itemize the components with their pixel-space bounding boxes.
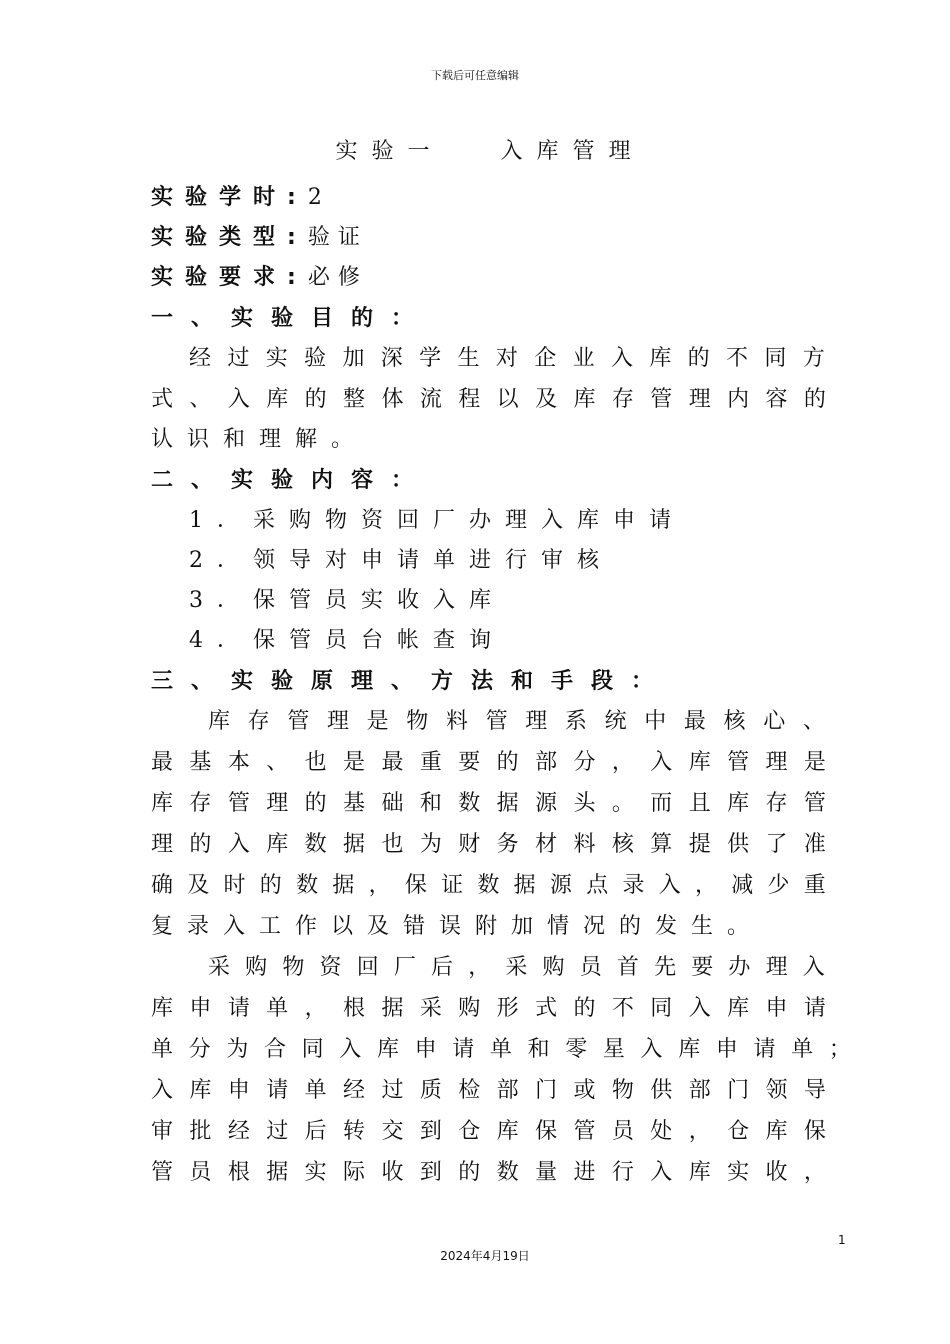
glyph: 进 (573, 1160, 596, 1185)
glyph: 入 (802, 955, 825, 980)
glyph: 库 (376, 1037, 399, 1062)
glyph: 根 (227, 1160, 250, 1185)
glyph: ， (688, 1119, 711, 1144)
glyph: 据 (266, 1160, 289, 1185)
glyph: 采 (419, 996, 442, 1021)
glyph: 到 (419, 1119, 442, 1144)
glyph: 、 (189, 387, 212, 412)
glyph: 证 (441, 873, 464, 898)
glyph: 深 (380, 346, 403, 371)
glyph: 请 (266, 1078, 289, 1103)
paragraph-line (151, 989, 826, 1029)
header-note: 下载后可任意编辑 (431, 69, 519, 82)
list-item: 2．领导对申请单进行审核 (189, 548, 613, 573)
glyph: 过 (381, 1078, 404, 1103)
glyph: 减 (731, 873, 754, 898)
glyph: 库 (678, 1037, 701, 1062)
glyph: 存 (247, 709, 270, 734)
glyph: 提 (688, 832, 711, 857)
glyph: ， (468, 955, 491, 980)
glyph: 采 (505, 955, 528, 980)
glyph: 同 (764, 346, 787, 371)
glyph: 库 (266, 387, 289, 412)
glyph: 购 (458, 996, 481, 1021)
glyph: 员 (189, 1160, 212, 1185)
section-heading-purpose: 一、实验目的： (151, 306, 432, 331)
glyph: 据 (513, 873, 536, 898)
glyph: 入 (688, 996, 711, 1021)
glyph: 采 (208, 955, 231, 980)
glyph: 处 (650, 1119, 673, 1144)
glyph: 存 (611, 387, 634, 412)
paragraph-line (151, 784, 826, 824)
glyph: 企 (534, 346, 557, 371)
glyph: 要 (691, 955, 714, 980)
glyph: 合 (263, 1037, 286, 1062)
glyph: 核 (611, 832, 634, 857)
meta-row-requirement (151, 258, 368, 298)
glyph: 不 (726, 346, 749, 371)
glyph: 体 (381, 387, 404, 412)
glyph: 料 (445, 709, 468, 734)
glyph: 以 (496, 387, 519, 412)
glyph: 财 (458, 832, 481, 857)
meta-label: 实验类型 (151, 225, 288, 250)
glyph: 库 (688, 750, 711, 775)
glyph: 据 (496, 791, 519, 816)
glyph: 础 (381, 791, 404, 816)
glyph: ， (611, 750, 634, 775)
glyph: 的 (496, 750, 519, 775)
glyph: 的 (803, 387, 826, 412)
paragraph-line (151, 825, 826, 865)
glyph: 库 (496, 1119, 519, 1144)
glyph: 入 (151, 1078, 174, 1103)
page-number: 1 (838, 1233, 846, 1247)
glyph: 据 (332, 873, 355, 898)
glyph: 要 (458, 750, 481, 775)
glyph: 实 (304, 1160, 327, 1185)
glyph: 也 (304, 750, 327, 775)
glyph: 务 (496, 832, 519, 857)
glyph: 员 (611, 1119, 634, 1144)
glyph: 数 (296, 873, 319, 898)
glyph: 经 (343, 1078, 366, 1103)
glyph: 导 (803, 1078, 826, 1103)
glyph: 部 (688, 1078, 711, 1103)
glyph: 经 (189, 346, 212, 371)
list-item: 4．保管员台帐查询 (189, 628, 505, 653)
glyph: 数 (496, 1160, 519, 1185)
glyph: ， (803, 1160, 826, 1185)
glyph: 数 (304, 832, 327, 857)
glyph: 管 (485, 709, 508, 734)
glyph: 学 (419, 346, 442, 371)
glyph: 、 (802, 709, 825, 734)
glyph: 过 (266, 1119, 289, 1144)
glyph: 仓 (458, 1119, 481, 1144)
glyph: 系 (564, 709, 587, 734)
glyph: 供 (650, 1078, 673, 1103)
paragraph-line (208, 702, 825, 742)
glyph: 程 (458, 387, 481, 412)
list-item: 1．采购物资回厂办理入库申请 (189, 508, 685, 533)
paragraph-line (151, 380, 826, 420)
paragraph-line: 复录入工作以及错误附加情况的发生。 (151, 914, 764, 939)
glyph: 星 (602, 1037, 625, 1062)
glyph: 管 (573, 1119, 596, 1144)
glyph: 最 (683, 709, 706, 734)
section-heading-principle: 三、实验原理、方法和手段： (151, 669, 672, 694)
document-title: 实验一 入库管理 (335, 139, 645, 164)
glyph: 单 (151, 1037, 174, 1062)
glyph: 同 (301, 1037, 324, 1062)
glyph: 理 (326, 709, 349, 734)
glyph: 后 (304, 1119, 327, 1144)
glyph: 请 (452, 1037, 475, 1062)
glyph: 门 (727, 1078, 750, 1103)
glyph: 零 (565, 1037, 588, 1062)
glyph: 最 (381, 750, 404, 775)
paragraph-line (151, 1071, 826, 1111)
glyph: 单 (304, 1078, 327, 1103)
glyph: 入 (650, 1160, 673, 1185)
glyph: 流 (419, 387, 442, 412)
glyph: 心 (763, 709, 786, 734)
glyph: 根 (343, 996, 366, 1021)
glyph: 最 (151, 750, 174, 775)
glyph: 库 (189, 1078, 212, 1103)
glyph: 库 (765, 1119, 788, 1144)
glyph: 经 (227, 1119, 250, 1144)
glyph: 申 (189, 996, 212, 1021)
glyph: 源 (535, 791, 558, 816)
glyph: 转 (343, 1119, 366, 1144)
glyph: 质 (419, 1078, 442, 1103)
glyph: 入 (227, 387, 250, 412)
glyph: 分 (573, 750, 596, 775)
glyph: 入 (640, 1037, 663, 1062)
glyph: 料 (573, 832, 596, 857)
glyph: 库 (208, 709, 231, 734)
glyph: 理 (765, 750, 788, 775)
glyph: 分 (188, 1037, 211, 1062)
glyph: 也 (381, 832, 404, 857)
glyph: 头 (573, 791, 596, 816)
paragraph-line (151, 1030, 851, 1070)
glyph: 检 (458, 1078, 481, 1103)
glyph: 保 (803, 1119, 826, 1144)
glyph: 供 (727, 832, 750, 857)
glyph: 中 (644, 709, 667, 734)
glyph: 部 (496, 1078, 519, 1103)
glyph: 数 (477, 873, 500, 898)
glyph: 管 (151, 1160, 174, 1185)
glyph: 入 (658, 873, 681, 898)
glyph: 理 (765, 955, 788, 980)
glyph: 本 (227, 750, 250, 775)
glyph: 库 (649, 346, 672, 371)
glyph: 厂 (393, 955, 416, 980)
glyph: 理 (525, 709, 548, 734)
glyph: 核 (723, 709, 746, 734)
glyph: 际 (343, 1160, 366, 1185)
glyph: 理 (151, 832, 174, 857)
glyph: 物 (611, 1078, 634, 1103)
paragraph-line (151, 743, 826, 783)
glyph: 管 (227, 791, 250, 816)
glyph: 对 (495, 346, 518, 371)
glyph: 。 (611, 791, 634, 816)
meta-row-type (151, 218, 368, 258)
glyph: 申 (227, 1078, 250, 1103)
glyph: 领 (765, 1078, 788, 1103)
footer-date: 2024年4月19日 (440, 1249, 530, 1263)
glyph: 过 (227, 346, 250, 371)
glyph: 的 (259, 873, 282, 898)
paragraph-line: 认识和理解。 (151, 427, 368, 452)
glyph: 入 (650, 750, 673, 775)
glyph: 式 (535, 996, 558, 1021)
glyph: 门 (535, 1078, 558, 1103)
glyph: 理 (266, 791, 289, 816)
glyph: 申 (765, 996, 788, 1021)
meta-value: 2 (307, 185, 330, 210)
glyph: 实 (727, 1160, 750, 1185)
glyph: ， (304, 996, 327, 1021)
glyph: 后 (431, 955, 454, 980)
glyph: 验 (304, 346, 327, 371)
glyph: 量 (535, 1160, 558, 1185)
glyph: 审 (151, 1119, 174, 1144)
glyph: 材 (535, 832, 558, 857)
glyph: 理 (688, 387, 711, 412)
glyph: 购 (542, 955, 565, 980)
glyph: 的 (687, 346, 710, 371)
glyph: 请 (753, 1037, 776, 1062)
glyph: 仓 (727, 1119, 750, 1144)
glyph: 管 (287, 709, 310, 734)
glyph: 是 (343, 750, 366, 775)
glyph: 时 (223, 873, 246, 898)
glyph: 先 (654, 955, 677, 980)
glyph: 形 (496, 996, 519, 1021)
glyph: 入 (610, 346, 633, 371)
glyph: 入 (227, 832, 250, 857)
glyph: 源 (549, 873, 572, 898)
section-heading-content: 二、实验内容： (151, 468, 432, 493)
glyph: 及 (535, 387, 558, 412)
glyph: 加 (342, 346, 365, 371)
glyph: 的 (573, 996, 596, 1021)
list-item: 3．保管员实收入库 (189, 588, 505, 613)
glyph: 的 (189, 832, 212, 857)
glyph: 了 (765, 832, 788, 857)
glyph: 内 (727, 387, 750, 412)
glyph: 申 (414, 1037, 437, 1062)
glyph: 方 (802, 346, 825, 371)
glyph: 的 (304, 791, 327, 816)
meta-separator: : (287, 185, 308, 210)
glyph: 或 (573, 1078, 596, 1103)
glyph: 据 (381, 996, 404, 1021)
meta-value: 必修 (307, 265, 368, 290)
paragraph-line (208, 948, 825, 988)
glyph: 员 (579, 955, 602, 980)
glyph: 的 (304, 387, 327, 412)
glyph: 基 (343, 791, 366, 816)
glyph: 保 (535, 1119, 558, 1144)
glyph: 物 (406, 709, 429, 734)
glyph: 管 (650, 387, 673, 412)
glyph: 为 (419, 832, 442, 857)
glyph: 及 (187, 873, 210, 898)
glyph: 库 (573, 387, 596, 412)
glyph: 库 (727, 791, 750, 816)
paragraph-line (151, 866, 826, 906)
glyph: 请 (803, 996, 826, 1021)
glyph: 不 (611, 996, 634, 1021)
glyph: 单 (489, 1037, 512, 1062)
glyph: 库 (151, 996, 174, 1021)
glyph: 算 (650, 832, 673, 857)
glyph: 批 (189, 1119, 212, 1144)
meta-row-hours (151, 178, 330, 218)
glyph: 资 (319, 955, 342, 980)
meta-label: 实验学时 (151, 185, 288, 210)
glyph: ； (828, 1037, 851, 1062)
glyph: 准 (803, 832, 826, 857)
glyph: 管 (803, 791, 826, 816)
glyph: 到 (419, 1160, 442, 1185)
glyph: 统 (604, 709, 627, 734)
glyph: 单 (266, 996, 289, 1021)
glyph: 整 (343, 387, 366, 412)
glyph: 保 (404, 873, 427, 898)
glyph: 为 (226, 1037, 249, 1062)
glyph: 是 (803, 750, 826, 775)
glyph: 少 (767, 873, 790, 898)
glyph: 同 (650, 996, 673, 1021)
glyph: 收 (381, 1160, 404, 1185)
glyph: 确 (151, 873, 174, 898)
glyph: 的 (458, 1160, 481, 1185)
meta-value: 验证 (307, 225, 368, 250)
glyph: ， (368, 873, 391, 898)
glyph: 库 (266, 832, 289, 857)
glyph: 重 (419, 750, 442, 775)
glyph: 申 (715, 1037, 738, 1062)
glyph: 库 (727, 996, 750, 1021)
glyph: 首 (616, 955, 639, 980)
glyph: 容 (765, 387, 788, 412)
glyph: 实 (265, 346, 288, 371)
glyph: 行 (611, 1160, 634, 1185)
glyph: 存 (189, 791, 212, 816)
glyph: 库 (151, 791, 174, 816)
glyph: 部 (535, 750, 558, 775)
glyph: 入 (339, 1037, 362, 1062)
glyph: 和 (527, 1037, 550, 1062)
paragraph-line (151, 1153, 826, 1193)
glyph: 库 (688, 1160, 711, 1185)
glyph: 请 (227, 996, 250, 1021)
glyph: 和 (419, 791, 442, 816)
glyph: 业 (572, 346, 595, 371)
glyph: 式 (151, 387, 174, 412)
glyph: 点 (586, 873, 609, 898)
glyph: 购 (245, 955, 268, 980)
glyph: ， (694, 873, 717, 898)
meta-separator: : (287, 265, 308, 290)
glyph: 存 (765, 791, 788, 816)
glyph: 录 (622, 873, 645, 898)
glyph: 是 (366, 709, 389, 734)
glyph: 办 (728, 955, 751, 980)
glyph: 交 (381, 1119, 404, 1144)
paragraph-line (151, 1112, 826, 1152)
glyph: 而 (650, 791, 673, 816)
glyph: 物 (282, 955, 305, 980)
glyph: 基 (189, 750, 212, 775)
glyph: 收 (765, 1160, 788, 1185)
glyph: 据 (343, 832, 366, 857)
glyph: 管 (727, 750, 750, 775)
glyph: 单 (791, 1037, 814, 1062)
meta-label: 实验要求 (151, 265, 288, 290)
glyph: 且 (688, 791, 711, 816)
paragraph-line (189, 339, 825, 379)
glyph: 生 (457, 346, 480, 371)
glyph: 数 (458, 791, 481, 816)
glyph: 、 (266, 750, 289, 775)
glyph: 重 (803, 873, 826, 898)
meta-separator: : (287, 225, 308, 250)
glyph: 回 (356, 955, 379, 980)
